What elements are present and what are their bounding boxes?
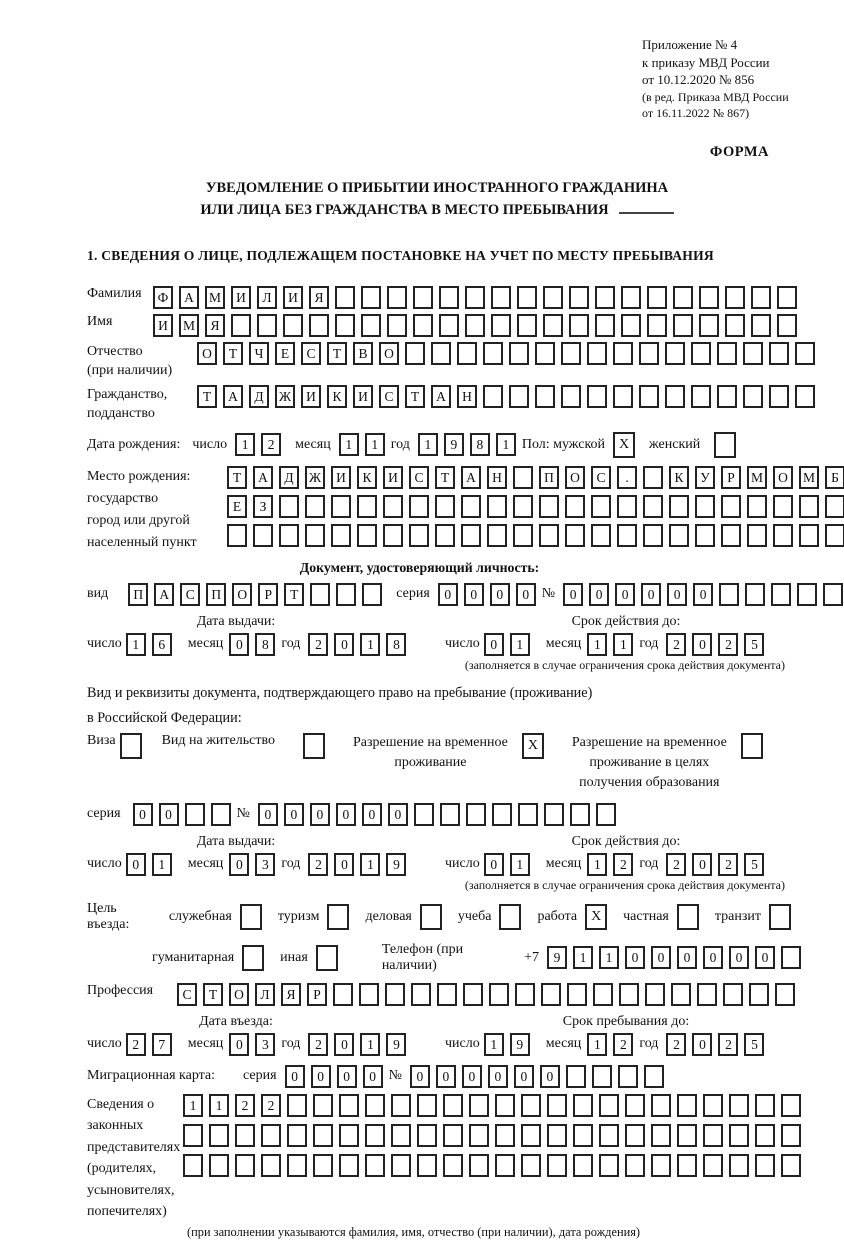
appendix-line: к приказу МВД России — [642, 54, 770, 70]
surname-label: Фамилия — [87, 285, 142, 301]
representatives-block — [87, 1094, 807, 1223]
patronymic-field[interactable]: О Т Ч Е С Т В О — [197, 342, 821, 365]
entry-day[interactable]: 2 7 — [126, 1033, 178, 1056]
doc-issue-month[interactable]: 0 8 — [229, 633, 281, 656]
given-name-label: Имя — [87, 313, 113, 329]
sex-male-checkbox[interactable]: X — [613, 432, 635, 458]
residence-valid-heading: Срок действия до: — [571, 833, 681, 849]
migration-number-field[interactable]: 0 0 0 0 0 0 — [410, 1065, 670, 1088]
doc-valid-day[interactable]: 0 1 — [484, 633, 536, 656]
doc-kind-label: вид — [87, 586, 109, 601]
doc-number-label: № — [541, 586, 556, 601]
residence-series-field[interactable]: 0 0 — [133, 803, 237, 826]
doc-valid-month[interactable]: 1 1 — [587, 633, 639, 656]
identity-doc-heading: Документ, удостоверяющий личность: — [299, 559, 540, 575]
migration-card-label: Миграционная карта: — [87, 1068, 216, 1083]
doc-valid-year[interactable]: 2 0 2 5 — [666, 633, 770, 656]
validity-note: (заполняется в случае ограничения срока действия документа) — [464, 657, 785, 672]
surname-field[interactable]: Ф А М И Л И Я — [153, 286, 803, 309]
purpose-row-2: гуманитарная иная Телефон (при наличии) +7 9 1 1 0 0 0 0 0 0 — [87, 942, 807, 974]
birth-place-row — [87, 466, 839, 554]
residence-doc-options — [87, 733, 807, 793]
residence-permit-label: Вид на жительство — [161, 732, 275, 748]
month-label: месяц — [295, 436, 331, 452]
sex-female-checkbox[interactable] — [714, 432, 736, 458]
temp-permit-label: Разрешение на временное проживание — [352, 734, 508, 770]
profession-field[interactable]: С Т О Л Я Р — [177, 983, 801, 1006]
visa-label: Виза — [87, 732, 116, 748]
representatives-field-line2[interactable] — [183, 1124, 807, 1147]
doc-kind-field[interactable]: П А С П О Р Т — [128, 583, 388, 606]
title-blank-underline — [619, 202, 674, 214]
purpose-humanitarian-checkbox[interactable] — [242, 945, 264, 971]
valid-until-heading: Срок действия до: — [571, 613, 681, 629]
residence-doc-intro: Вид и реквизиты документа, подтверждающего право на пребывание (проживание) в Российской Федерации: — [87, 684, 593, 726]
residence-permit-checkbox[interactable] — [303, 733, 325, 759]
residence-number-label: № — [236, 806, 250, 821]
given-name-field[interactable]: И М Я — [153, 314, 803, 337]
migration-series-label: серия — [243, 1068, 277, 1083]
birth-place-field-line3[interactable] — [227, 524, 844, 547]
profession-label: Профессия — [87, 982, 154, 998]
purpose-official-checkbox[interactable] — [240, 904, 262, 930]
phone-field[interactable]: 9 1 1 0 0 0 0 0 0 — [547, 946, 807, 969]
entry-month[interactable]: 0 3 — [229, 1033, 281, 1056]
residence-valid-day[interactable]: 0 1 — [484, 853, 536, 876]
purpose-other-checkbox[interactable] — [316, 945, 338, 971]
surname-row — [87, 286, 807, 309]
birth-place-field-line1[interactable]: Т А Д Ж И К И С Т А Н П О С . К У Р М О М Б — [227, 466, 844, 489]
profession-row — [87, 983, 807, 1006]
entry-dates: Дата въезда: число 2 7 месяц 0 3 год 2 0 1 9 Срок пребывания до: число 1 9 месяц 1 2 год 2 0 2 5 — [87, 1014, 807, 1056]
stay-month[interactable]: 1 2 — [587, 1033, 639, 1056]
stay-year[interactable]: 2 0 2 5 — [666, 1033, 770, 1056]
stay-until-heading: Срок пребывания до: — [562, 1013, 690, 1029]
birth-month-field[interactable]: 1 1 — [339, 433, 391, 456]
birth-date-row — [87, 432, 807, 458]
phone-label: Телефон (при наличии) — [381, 941, 464, 973]
form-page — [22, 0, 839, 1240]
entry-date-heading: Дата въезда: — [199, 1013, 273, 1029]
purpose-work-checkbox[interactable]: X — [585, 904, 607, 930]
forma-label: ФОРМА — [709, 143, 769, 160]
residence-issue-year[interactable]: 2 0 1 9 — [308, 853, 412, 876]
temp-permit-edu-checkbox[interactable] — [741, 733, 763, 759]
representatives-caption: (при заполнении указываются фамилия, имя, отчество (при наличии), дата рождения) — [187, 1224, 641, 1239]
residence-number-field[interactable]: 0 0 0 0 0 0 — [258, 803, 622, 826]
appendix-header — [642, 36, 807, 122]
temp-permit-edu-label: Разрешение на временное проживание в целях получения образования — [571, 734, 727, 790]
identity-doc-dates: Дата выдачи: число 1 6 месяц 0 8 год 2 0 1 8 Срок действия до: число 0 1 месяц 1 1 год 2 0 2 5 — [87, 614, 807, 656]
appendix-revision-line: (в ред. Приказа МВД России — [642, 89, 789, 104]
appendix-line: от 10.12.2020 № 856 — [642, 72, 755, 87]
form-title-line1: УВЕДОМЛЕНИЕ О ПРИБЫТИИ ИНОСТРАННОГО ГРАЖДАНИНА — [205, 179, 669, 196]
sex-male-label: Пол: мужской — [521, 436, 606, 452]
residence-issue-day[interactable]: 0 1 — [126, 853, 178, 876]
doc-series-field[interactable]: 0 0 0 0 — [438, 583, 542, 606]
given-name-row — [87, 314, 807, 337]
form-title-line2: ИЛИ ЛИЦА БЕЗ ГРАЖДАНСТВА В МЕСТО ПРЕБЫВАНИЯ — [67, 199, 807, 221]
migration-series-field[interactable]: 0 0 0 0 — [285, 1065, 389, 1088]
representatives-field-line3[interactable] — [183, 1154, 807, 1177]
birth-place-field-line2[interactable]: Е З — [227, 495, 844, 518]
appendix-line: Приложение № 4 — [642, 37, 738, 52]
purpose-business-checkbox[interactable] — [420, 904, 442, 930]
patronymic-label: Отчество (при наличии) — [87, 343, 173, 378]
purpose-private-checkbox[interactable] — [677, 904, 699, 930]
phone-prefix: +7 — [524, 949, 539, 965]
citizenship-row — [87, 385, 807, 423]
citizenship-label: Гражданство, подданство — [87, 386, 168, 421]
issue-date-heading: Дата выдачи: — [196, 613, 276, 629]
patronymic-row — [87, 342, 807, 380]
birth-date-label: Дата рождения: — [87, 436, 181, 452]
residence-valid-year[interactable]: 2 0 2 5 — [666, 853, 770, 876]
representatives-fields — [183, 1094, 807, 1184]
residence-valid-month[interactable]: 1 2 — [587, 853, 639, 876]
doc-series-label: серия — [396, 586, 430, 601]
residence-issue-heading: Дата выдачи: — [196, 833, 276, 849]
identity-doc-row — [87, 583, 807, 606]
visa-checkbox[interactable] — [120, 733, 142, 759]
birth-year-field[interactable]: 1 9 8 1 — [418, 433, 522, 456]
representatives-label: Сведения о законных представителях (родителях, усыновителях, попечителях) — [87, 1096, 181, 1219]
residence-series-row — [87, 803, 807, 826]
migration-card-row — [87, 1065, 807, 1088]
purpose-transit-checkbox[interactable] — [769, 904, 791, 930]
day-label: число — [192, 436, 228, 452]
doc-issue-day[interactable]: 1 6 — [126, 633, 178, 656]
residence-series-label: серия — [87, 806, 121, 821]
year-label: год — [390, 436, 410, 452]
stay-day[interactable]: 1 9 — [484, 1033, 536, 1056]
form-title — [67, 177, 807, 221]
residence-doc-dates: Дата выдачи: число 0 1 месяц 0 3 год 2 0 1 9 Срок действия до: число 0 1 месяц 1 2 год 2 0 2 5 — [87, 834, 807, 876]
residence-validity-note: (заполняется в случае ограничения срока действия документа) — [464, 877, 785, 892]
birth-place-label: Место рождения: государство город или другой населенный пункт — [87, 468, 197, 550]
residence-issue-month[interactable]: 0 3 — [229, 853, 281, 876]
doc-issue-year[interactable]: 2 0 1 8 — [308, 633, 412, 656]
entry-year[interactable]: 2 0 1 9 — [308, 1033, 412, 1056]
temp-permit-checkbox[interactable]: X — [522, 733, 544, 759]
section1-heading: 1. СВЕДЕНИЯ О ЛИЦЕ, ПОДЛЕЖАЩЕМ ПОСТАНОВКЕ НА УЧЕТ ПО МЕСТУ ПРЕБЫВАНИЯ — [87, 247, 714, 263]
birth-place-fields — [227, 466, 844, 553]
migration-number-label: № — [388, 1068, 402, 1083]
purpose-tourism-checkbox[interactable] — [327, 904, 349, 930]
sex-female-label: женский — [649, 436, 701, 452]
representatives-field-line1[interactable]: 1 1 2 2 — [183, 1094, 807, 1117]
birth-day-field[interactable]: 1 2 — [235, 433, 287, 456]
purpose-study-checkbox[interactable] — [499, 904, 521, 930]
doc-number-field[interactable]: 0 0 0 0 0 0 — [563, 583, 844, 606]
appendix-revision-line: от 16.11.2022 № 867) — [642, 106, 750, 120]
purpose-label: Цель въезда: — [87, 900, 130, 932]
purpose-row-1: Цель въезда: служебная туризм деловая учеба работа X частная транзит — [87, 901, 807, 933]
citizenship-field[interactable]: Т А Д Ж И К И С Т А Н — [197, 385, 821, 408]
